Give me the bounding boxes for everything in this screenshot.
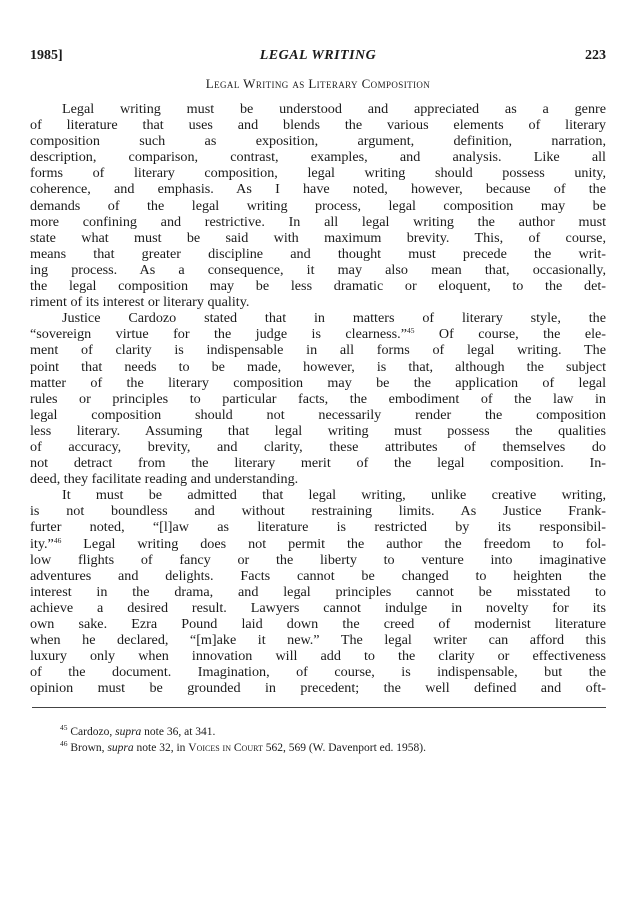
text-line (30, 391, 606, 407)
line-text: Justice Cardozo stated that in matters of literary style, the (62, 310, 606, 327)
text-line (30, 455, 606, 471)
line-text: interest in the drama, and legal principles cannot be misstated to (30, 583, 606, 600)
line-text: when he declared, “[m]ake it new.” The legal writer can afford this (30, 632, 606, 649)
text-line (30, 439, 606, 455)
line-text: ity.” (30, 535, 54, 552)
text-line (30, 342, 606, 358)
line-text: not detract from the literary merit of the legal composition. In- (30, 455, 606, 472)
line-text-continued: Legal writing does not permit the author the freedom to fol- (61, 535, 606, 552)
line-text: “sovereign virtue for the judge is clearness.” (30, 326, 407, 343)
line-text: ing process. As a consequence, it may also mean that, occasionally, (30, 261, 606, 278)
line-text-continued: Of course, the ele- (414, 326, 607, 343)
text-line (30, 519, 606, 535)
line-text: forms of literary composition, legal writing should possess unity, (30, 165, 606, 182)
footnote (60, 724, 426, 740)
text-line (30, 407, 606, 423)
line-text: achieve a desired result. Lawyers cannot indulge in novelty for its (30, 599, 606, 616)
footnote-marker: 45 (407, 326, 415, 336)
footnote-text: 562, 569 (W. Davenport ed. 1958). (262, 742, 426, 754)
footnote-text: note 36, at 341. (141, 726, 216, 738)
footnote-text: supra (115, 726, 142, 738)
line-text: adventures and delights. Facts cannot be changed to heighten the (30, 567, 606, 584)
text-line (30, 149, 606, 165)
text-line (30, 536, 606, 552)
footnote-text: supra (107, 742, 134, 754)
header-title: LEGAL WRITING (259, 48, 377, 63)
text-line (30, 294, 606, 310)
footnote-text: Brown, (70, 742, 108, 754)
line-text: of literature that uses and blends the various elements of literary (30, 117, 606, 134)
footnotes (60, 724, 426, 756)
text-line (30, 680, 606, 696)
text-line (30, 616, 606, 632)
footnote-number: 45 (60, 723, 68, 732)
line-text: matter of the literary composition may be the application of legal (30, 374, 606, 391)
text-line (30, 310, 606, 326)
text-line (30, 503, 606, 519)
footnote-text: note 32, in (133, 742, 189, 754)
text-line (30, 359, 606, 375)
text-line (30, 632, 606, 648)
text-line (30, 101, 606, 117)
body-text (30, 101, 606, 696)
text-line (30, 165, 606, 181)
footnote-divider (32, 707, 606, 708)
text-line (30, 230, 606, 246)
text-line (30, 664, 606, 680)
line-text: of accuracy, brevity, and clarity, these attributes of themselves do (30, 438, 606, 455)
line-text: more confining and restrictive. In all legal writing the author must (30, 213, 606, 230)
text-line (30, 214, 606, 230)
line-text: description, comparison, contrast, examples, and analysis. Like all (30, 149, 606, 166)
text-line (30, 133, 606, 149)
footnote-marker: 46 (53, 535, 62, 545)
running-head (30, 48, 606, 66)
text-line (30, 568, 606, 584)
text-line (30, 487, 606, 503)
line-text: the legal composition may be less dramatic or eloquent, to the det- (30, 278, 606, 295)
line-text: means that greater discipline and thought must precede the writ- (30, 245, 606, 262)
line-text: legal composition should not necessarily render the composition (30, 406, 606, 423)
header-year: 1985] (30, 48, 63, 63)
line-text: less literary. Assuming that legal writing must possess the qualities (30, 422, 606, 439)
text-line (30, 471, 606, 487)
line-text: furter noted, “[l]aw as literature is restricted by its responsibil- (30, 519, 606, 536)
line-text: is not boundless and without restraining limits. As Justice Frank- (30, 503, 606, 520)
text-line (30, 584, 606, 600)
text-line (30, 648, 606, 664)
text-line (30, 117, 606, 133)
page-number: 223 (585, 48, 606, 63)
line-text: ment of clarity is indispensable in all forms of legal writing. The (30, 342, 606, 359)
text-line (30, 246, 606, 262)
footnote-text: Cardozo, (70, 726, 116, 738)
text-line (30, 181, 606, 197)
footnote-number: 46 (60, 739, 68, 748)
line-text: low flights of fancy or the liberty to venture into imaginative (30, 551, 606, 568)
line-text: deed, they facilitate reading and understanding. (30, 471, 299, 488)
line-text: point that needs to be made, however, is that, although the subject (30, 358, 606, 375)
line-text: own sake. Ezra Pound laid down the creed of modernist literature (30, 616, 606, 632)
line-text: riment of its interest or literary quality. (30, 294, 250, 311)
text-line (30, 600, 606, 616)
line-text: demands of the legal writing process, legal composition may be (30, 197, 606, 214)
text-line (30, 552, 606, 568)
line-text: It must be admitted that legal writing, unlike creative writing, (62, 487, 606, 504)
text-line (30, 198, 606, 214)
section-heading: Legal Writing as Literary Composition (205, 76, 431, 91)
line-text: rules or principles to particular facts, the embodiment of the law in (30, 390, 606, 407)
text-line (30, 326, 606, 342)
line-text: of the document. Imagination, of course, is indispensable, but the (30, 664, 606, 681)
line-text: composition such as exposition, argument, definition, narration, (30, 133, 606, 150)
footnote (60, 740, 426, 756)
text-line (30, 278, 606, 294)
text-line (30, 375, 606, 391)
text-line (30, 262, 606, 278)
line-text: Legal writing must be understood and appreciated as a genre (62, 101, 606, 117)
line-text: state what must be said with maximum brevity. This, of course, (30, 229, 606, 246)
line-text: coherence, and emphasis. As I have noted, however, because of the (30, 181, 606, 198)
line-text: opinion must be grounded in precedent; the well defined and oft- (30, 680, 606, 697)
text-line (30, 423, 606, 439)
line-text: luxury only when innovation will add to the clarity or effectiveness (30, 648, 606, 665)
footnote-text: Voices in Court (188, 742, 263, 754)
